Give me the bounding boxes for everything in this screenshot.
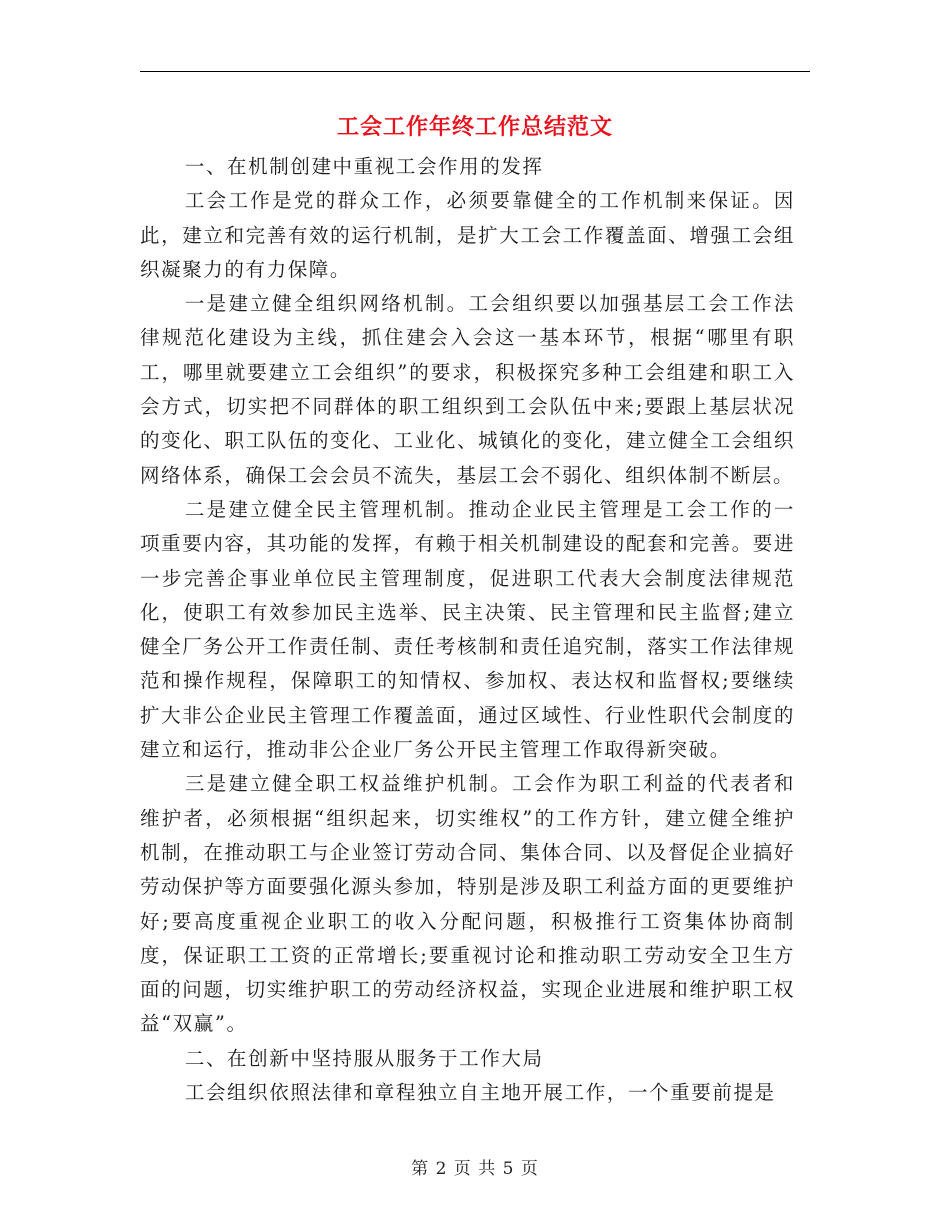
- document-body: [140, 150, 795, 1110]
- paragraph-intro: 工会工作是党的群众工作，必须要靠健全的工作机制来保证。因此，建立和完善有效的运行机制，是扩大工会工作覆盖面、增强工会组织凝聚力的有力保障。: [140, 189, 795, 281]
- paragraph-organization-network: 一是建立健全组织网络机制。工会组织要以加强基层工会工作法律规范化建设为主线，抓住建会入会这一基本环节，根据“哪里有职工，哪里就要建立工会组织”的要求，积极探究多种工会组建和职工入会方式，切实把不同群体的职工组织到工会队伍中来;要跟上基层状况的变化、职工队伍的变化、工业化、城镇化的变化，建立健全工会组织网络体系，确保工会会员不流失，基层工会不弱化、组织体制不断层。: [140, 292, 795, 487]
- section-heading-2: 二、在创新中坚持服从服务于工作大局: [184, 1046, 544, 1070]
- paragraph-rights-protection: 三是建立健全职工权益维护机制。工会作为职工利益的代表者和维护者，必须根据“组织起来，切实维权”的工作方针，建立健全维护机制，在推动职工与企业签订劳动合同、集体合同、以及督促企业搞好劳动保护等方面要强化源头参加，特别是涉及职工利益方面的更要维护好;要高度重视企业职工的收入分配问题，积极推行工资集体协商制度，保证职工工资的正常增长;要重视讨论和推动职工劳动安全卫生方面的问题，切实维护职工的劳动经济权益，实现企业进展和维护职工权益“双赢”。: [140, 772, 795, 1036]
- header-rule: [140, 71, 810, 72]
- section-heading-1: 一、在机制创建中重视工会作用的发挥: [184, 155, 544, 178]
- paragraph-independent-work: 工会组织依照法律和章程独立自主地开展工作，一个重要前提是: [184, 1081, 776, 1105]
- document-title: 工会工作年终工作总结范文: [336, 114, 613, 140]
- paragraph-democratic-management: 二是建立健全民主管理机制。推动企业民主管理是工会工作的一项重要内容，其功能的发挥，有赖于相关机制建设的配套和完善。要进一步完善企事业单位民主管理制度，促进职工代表大会制度法律规范化，使职工有效参加民主选举、民主决策、民主管理和民主监督;建立健全厂务公开工作责任制、责任考核制和责任追究制，落实工作法律规范和操作规程，保障职工的知情权、参加权、表达权和监督权;要继续扩大非公企业民主管理工作覆盖面，通过区域性、行业性职代会制度的建立和运行，推动非公企业厂务公开民主管理工作取得新突破。: [140, 497, 795, 762]
- page-number: 第 2 页 共 5 页: [411, 1159, 539, 1179]
